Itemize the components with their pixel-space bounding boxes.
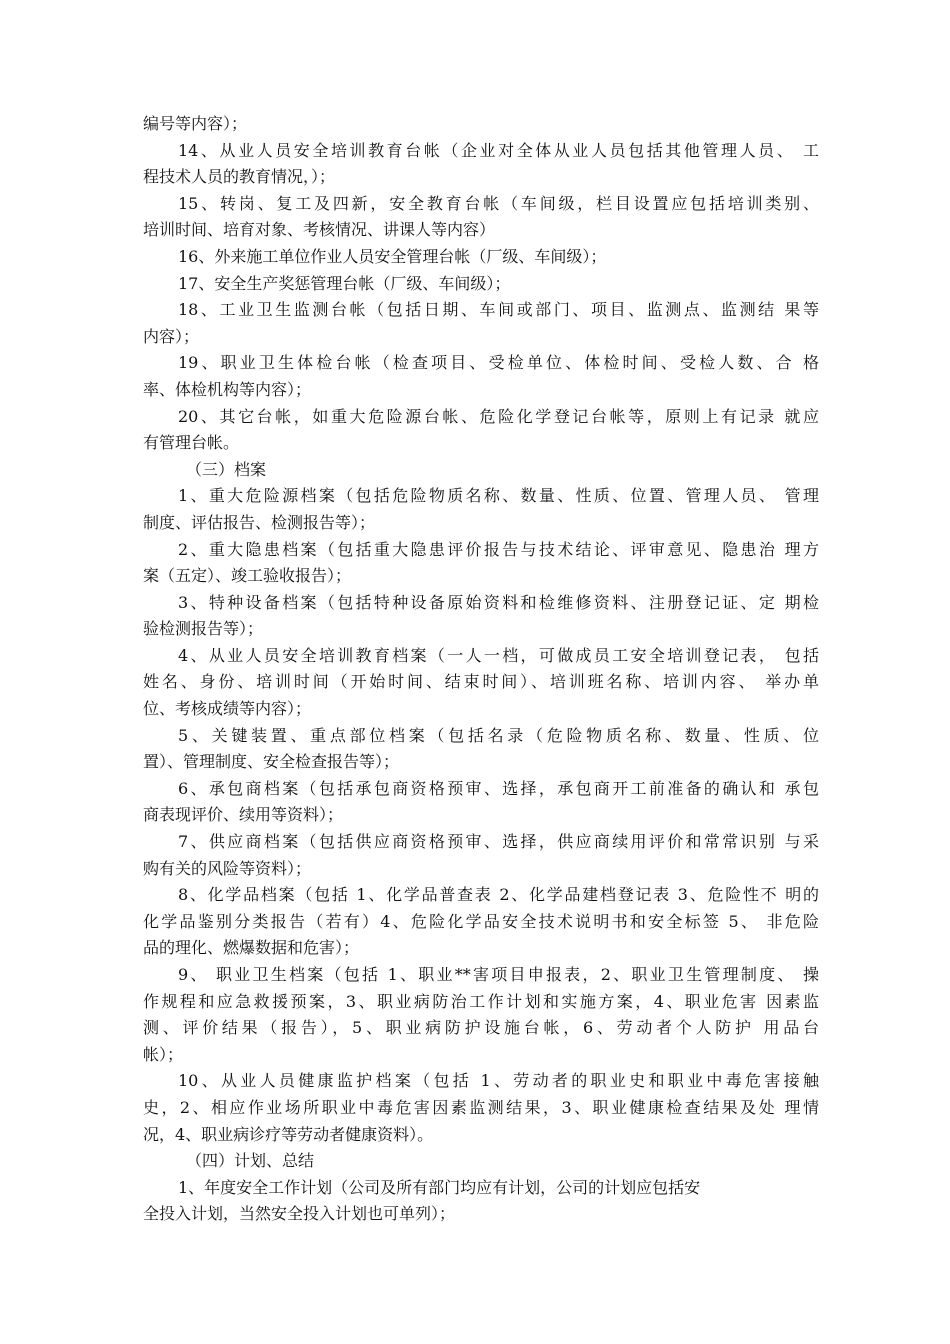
text-line: 16、外来施工单位作业人员安全管理台帐（厂级、车间级）；: [178, 246, 607, 266]
document-body: [143, 111, 819, 1228]
text-line: 1、年度安全工作计划（公司及所有部门均应有计划，公司的计划应包括安: [178, 1177, 701, 1197]
text-line: 商表现评价、续用等资料）；: [143, 805, 344, 825]
text-line: 况，4、职业病诊疗等劳动者健康资料）。: [143, 1124, 434, 1144]
text-line: 作规程和应急救援预案，3、职业病防治工作计划和实施方案，4、职业危害 因素监: [143, 991, 819, 1011]
text-line: 2、重大隐患档案（包括重大隐患评价报告与技术结论、评审意见、隐患治 理方: [178, 539, 819, 559]
text-line: 14、从业人员安全培训教育台帐（企业对全体从业人员包括其他管理人员、 工: [178, 140, 819, 160]
text-line: 姓名、身份、培训时间（开始时间、结束时间）、培训班名称、培训内容、 举办单: [143, 672, 819, 692]
text-line: 品的理化、燃爆数据和危害）；: [143, 938, 360, 958]
text-line: 制度、评估报告、检测报告等）；: [143, 512, 376, 532]
text-line: 4、从业人员安全培训教育档案（一人一档，可做成员工安全培训登记表， 包括: [178, 645, 819, 665]
text-line: 置）、管理制度、安全检查报告等）；: [143, 752, 400, 772]
text-line: 17、安全生产奖惩管理台帐（厂级、车间级）；: [178, 273, 511, 293]
text-line: 程技术人员的教育情况，）；: [143, 167, 336, 187]
text-line: 验检测报告等）；: [143, 619, 264, 639]
section-heading: （四）计划、总结: [186, 1151, 315, 1171]
text-line: 内容）；: [143, 326, 200, 346]
text-line: 测、评价结果（报告），5、职业病防护设施台帐，6、劳动者个人防护 用品台: [143, 1018, 819, 1038]
text-line: 5、关键装置、重点部位档案（包括名录（危险物质名称、数量、性质、位: [178, 725, 819, 745]
text-line: 9、 职业卫生档案（包括 1、职业**害项目申报表，2、职业卫生管理制度、 操: [178, 965, 819, 984]
text-line: 帐）；: [143, 1044, 184, 1064]
text-line: 18、工业卫生监测台帐（包括日期、车间或部门、项目、监测点、监测结 果等: [178, 300, 819, 320]
text-line: 率、体检机构等内容）；: [143, 379, 312, 399]
text-line: 8、化学品档案（包括 1、化学品普查表 2、化学品建档登记表 3、危险性不 明的: [178, 885, 819, 905]
text-line: 购有关的风险等资料）；: [143, 858, 312, 878]
text-line: 15、转岗、复工及四新，安全教育台帐（车间级，栏目设置应包括培训类别、: [178, 193, 819, 213]
text-line: 全投入计划，当然安全投入计划也可单列）；: [143, 1204, 456, 1224]
section-heading: （三）档案: [186, 459, 267, 479]
text-line: 化学品鉴别分类报告（若有）4、危险化学品安全技术说明书和安全标签 5、 非危险: [143, 911, 819, 931]
text-line: 20、其它台帐，如重大危险源台帐、危险化学登记台帐等，原则上有记录 就应: [178, 406, 819, 426]
text-line: 有管理台帐。: [143, 433, 240, 453]
text-line: 史，2、相应作业场所职业中毒危害因素监测结果，3、职业健康检查结果及处 理情: [143, 1097, 819, 1117]
text-line: 案（五定）、竣工验收报告）；: [143, 566, 352, 586]
text-line: 19、职业卫生体检台帐（检查项目、受检单位、体检时间、受检人数、合 格: [178, 353, 819, 373]
text-line: 1、重大危险源档案（包括危险物质名称、数量、性质、位置、管理人员、 管理: [178, 486, 819, 506]
text-line: 3、特种设备档案（包括特种设备原始资料和检维修资料、注册登记证、定 期检: [178, 592, 819, 612]
text-line: 位、考核成绩等内容）；: [143, 699, 312, 719]
text-line: 培训时间、培育对象、考核情况、讲课人等内容）: [143, 220, 496, 240]
text-line: 编号等内容）；: [143, 114, 248, 133]
text-line: 6、承包商档案（包括承包商资格预审、选择，承包商开工前准备的确认和 承包: [178, 778, 819, 798]
text-line: 10、从业人员健康监护档案（包括 1、劳动者的职业史和职业中毒危害接触: [178, 1071, 819, 1091]
text-line: 7、供应商档案（包括供应商资格预审、选择，供应商续用评价和常常识别 与采: [178, 832, 819, 852]
